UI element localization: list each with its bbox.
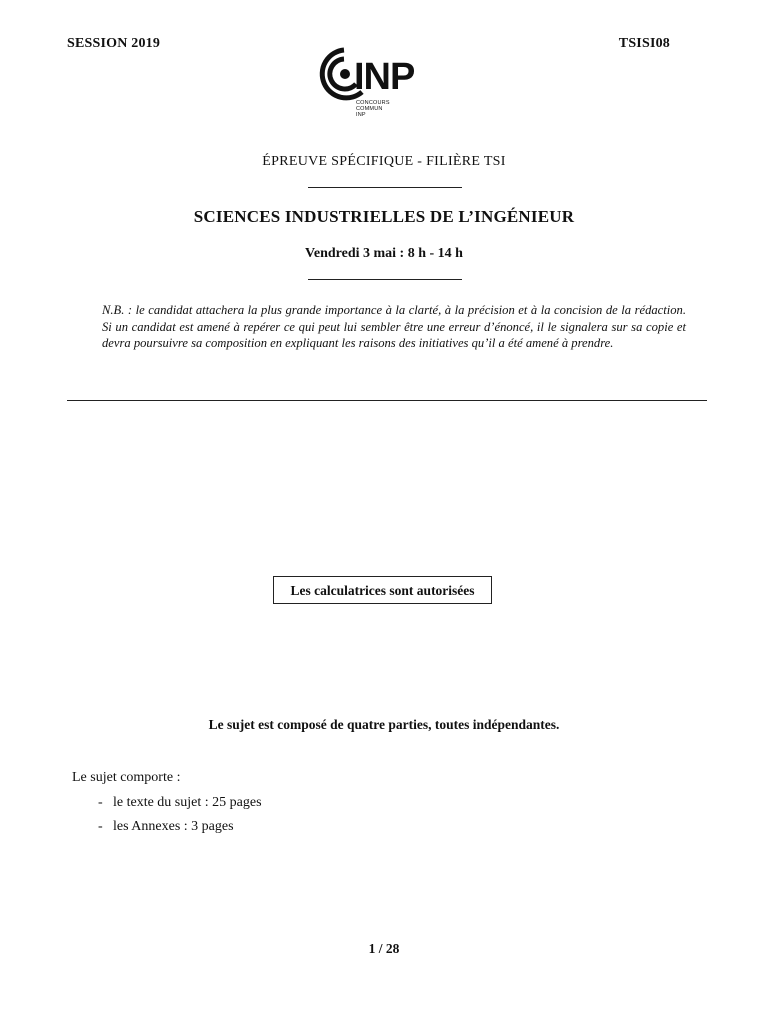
contents-intro: Le sujet comporte : bbox=[72, 770, 181, 785]
exam-code: TSISI08 bbox=[618, 36, 670, 51]
list-item: - le texte du sujet : 25 pages bbox=[98, 795, 262, 810]
calculators-notice: Les calculatrices sont autorisées bbox=[273, 576, 492, 604]
heading-divider bbox=[308, 187, 462, 188]
logo-subtitle: CONCOURS COMMUN INP bbox=[356, 100, 390, 118]
subject-parts-note: Le sujet est composé de quatre parties, toutes indépendantes. bbox=[208, 717, 560, 732]
section-divider bbox=[67, 400, 707, 401]
epreuve-heading: ÉPREUVE SPÉCIFIQUE - FILIÈRE TSI bbox=[262, 154, 506, 169]
page-number: 1 / 28 bbox=[368, 941, 400, 956]
inp-logo bbox=[318, 40, 438, 130]
exam-title: SCIENCES INDUSTRIELLES DE L’INGÉNIEUR bbox=[193, 207, 575, 226]
date-divider bbox=[308, 279, 462, 280]
list-item: - les Annexes : 3 pages bbox=[98, 819, 234, 834]
nb-instructions: N.B. : le candidat attachera la plus grande importance à la clarté, à la précision et à la concision de la rédaction. Si un candidat est amené à repérer ce qui peut lui sembler être une erreur d’énoncé, il le signalera sur sa copie et devra poursuivre sa composition en expliquant les raisons des initiatives qu’il a été amené à prendre. bbox=[102, 303, 686, 350]
contents-list bbox=[98, 794, 262, 842]
logo-wordmark: INP bbox=[354, 56, 415, 98]
session-label: SESSION 2019 bbox=[67, 36, 161, 51]
exam-date: Vendredi 3 mai : 8 h - 14 h bbox=[305, 246, 463, 261]
